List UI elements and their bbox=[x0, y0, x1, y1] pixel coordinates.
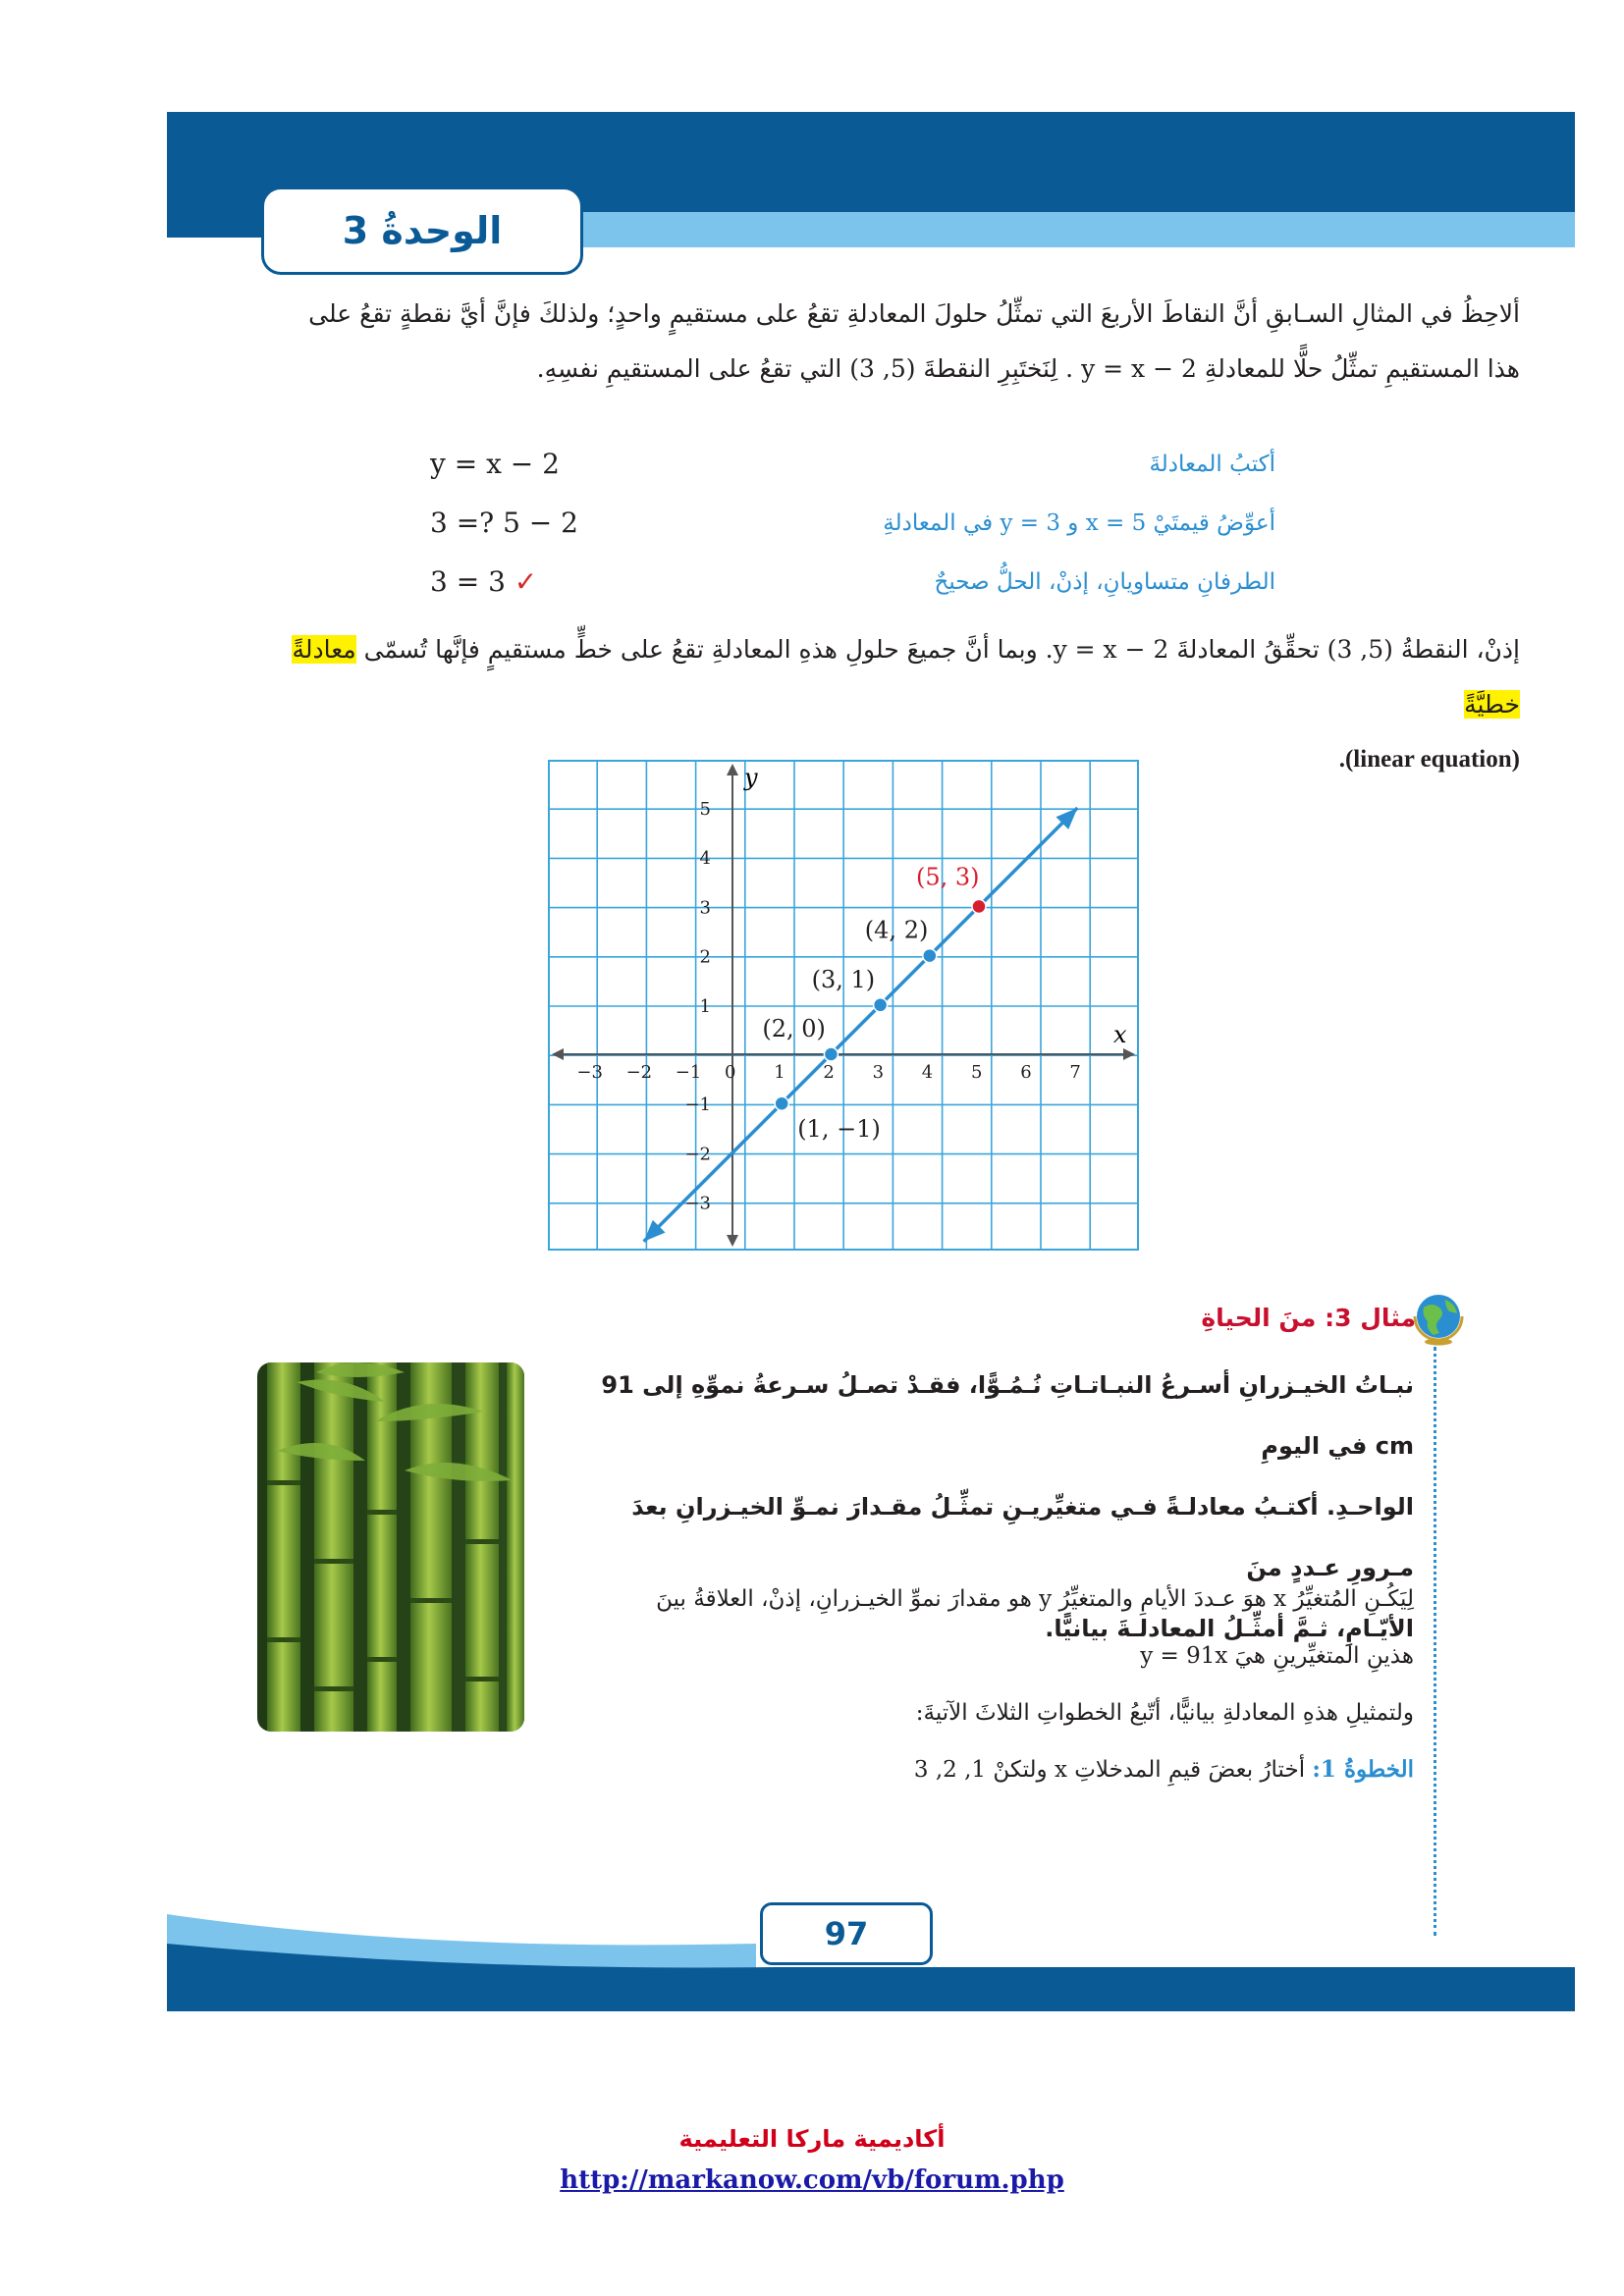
x-tick-label: 5 bbox=[971, 1062, 983, 1083]
y-tick-label: 4 bbox=[699, 848, 711, 870]
step-row bbox=[167, 561, 1575, 611]
x-tick-label: −2 bbox=[625, 1062, 653, 1083]
x-tick-label: 4 bbox=[921, 1062, 934, 1083]
step-row bbox=[167, 444, 1575, 493]
x-tick-label: 6 bbox=[1020, 1062, 1032, 1083]
data-label: (2, 0) bbox=[762, 1015, 826, 1042]
step-label: أعوِّضُ قيمتَيْ x = 5 و y = 3 في المعادلةِ bbox=[883, 510, 1275, 536]
step-label: أكتبُ المعادلةَ bbox=[1149, 452, 1275, 477]
data-point bbox=[824, 1047, 838, 1061]
y-tick-label: 3 bbox=[699, 897, 711, 919]
data-label: (3, 1) bbox=[811, 965, 876, 993]
y-tick-label: −1 bbox=[684, 1095, 711, 1116]
problem-line-3: الأيّـامِ، ثـمَّ أمثِّـلُ المعادلـةَ بيانيًّا. bbox=[1045, 1615, 1414, 1642]
y-tick-label: 2 bbox=[699, 946, 711, 968]
data-point bbox=[923, 949, 937, 963]
y-tick-label: −2 bbox=[684, 1144, 711, 1165]
solution-line-3: ولتمثيلِ هذهِ المعادلةِ بيانيًّا، أتّبعُ الخطواتِ الثلاثَ الآتيةَ: bbox=[915, 1700, 1414, 1726]
data-label: (5, 3) bbox=[916, 863, 980, 891]
x-tick-label: 7 bbox=[1069, 1062, 1081, 1083]
step-label: الطرفانِ متساويانِ، إذنْ، الحلُّ صحيحٌ bbox=[934, 569, 1275, 595]
globe-icon bbox=[1410, 1290, 1467, 1347]
unit-title: الوحدةُ 3 bbox=[261, 187, 583, 275]
problem-line-1: نبـاتُ الخيـزرانِ أسـرعُ النبـاتـاتِ نُـمُـوًّا، فقـدْ تصـلُ سـرعةُ نموِّهِ إلى 91 cm في اليومِ bbox=[601, 1371, 1414, 1460]
step-1-label: الخطوةُ 1: bbox=[1312, 1756, 1414, 1783]
step-row bbox=[167, 503, 1575, 552]
forum-link[interactable]: http://markanow.com/vb/forum.php bbox=[560, 2165, 1064, 2195]
intro-line-1: ألاحِظُ في المثالِ السـابقِ أنَّ النقاطَ الأربعَ التي تمثِّلُ حلولَ المعادلةِ تقعُ على مستقيمٍ واحدٍ؛ ولذلكَ فإنَّ أيَّ نقطةٍ تقعُ على bbox=[308, 299, 1520, 328]
x-tick-label: 2 bbox=[823, 1062, 835, 1083]
textbook-page bbox=[167, 112, 1575, 2011]
x-tick-label: −3 bbox=[576, 1062, 603, 1083]
bamboo-photo bbox=[257, 1362, 524, 1732]
problem-line-2: الواحـدِ. أكتـبُ معادلـةً فـي متغيِّريـنِ تمثِّـلُ مقـدارَ نمـوِّ الخيـزرانِ بعدَ مـرورِ عـددٍ منَ bbox=[631, 1493, 1414, 1581]
y-tick-label: 1 bbox=[699, 995, 711, 1017]
solution-line-1: لِيَكُـنِ المُتغيِّرُ x هوَ عـددَ الأيامِ والمتغيِّرُ y هو مقدارَ نموِّ الخيـزرانِ، إذنْ، العلاقةُ بينَ bbox=[656, 1586, 1414, 1612]
intro-paragraph bbox=[253, 287, 1520, 397]
step-math bbox=[430, 565, 537, 598]
data-point bbox=[972, 899, 986, 913]
y-axis-label: y bbox=[744, 764, 758, 791]
y-tick-label: 5 bbox=[699, 799, 711, 820]
page-number: 97 bbox=[760, 1902, 933, 1965]
x-tick-label: −1 bbox=[675, 1062, 702, 1083]
x-tick-label: 3 bbox=[872, 1062, 885, 1083]
conclusion-text: إذنْ، النقطةُ (5, 3) تحقِّقُ المعادلةَ y = x − 2. وبما أنَّ جميعَ حلولِ هذهِ المعادلةِ تقعُ على خطٍّ مستقيمٍ فإنَّها تُسمّى bbox=[363, 635, 1520, 664]
step-math-text: 3 = 3 bbox=[430, 565, 506, 598]
example-solution bbox=[560, 1571, 1414, 1798]
y-tick-label: −3 bbox=[684, 1193, 711, 1214]
data-point bbox=[874, 998, 888, 1012]
data-label: (1, −1) bbox=[797, 1115, 881, 1144]
academy-name: أكاديمية ماركا التعليمية bbox=[678, 2125, 946, 2153]
step-math: y = x − 2 bbox=[430, 448, 560, 480]
solution-step-1 bbox=[560, 1741, 1414, 1798]
data-label: (4, 2) bbox=[864, 916, 929, 944]
coordinate-graph bbox=[548, 760, 1139, 1251]
header-stripe bbox=[579, 212, 1575, 247]
x-tick-label: 1 bbox=[774, 1062, 785, 1083]
conclusion-line-1 bbox=[253, 622, 1520, 732]
section-divider bbox=[1434, 1347, 1436, 1936]
step-math: 3 =? 5 − 2 bbox=[430, 507, 578, 539]
data-point bbox=[775, 1096, 788, 1110]
example-heading: مثال 3: منَ الحياةِ bbox=[1201, 1304, 1416, 1332]
step-1-text: أختارُ بعضَ قيمِ المدخلاتِ x ولتكنْ 1, 2, 3 bbox=[913, 1757, 1306, 1783]
solution-line-2: هذينِ المتغيِّرينِ هيَ y = 91x bbox=[1140, 1643, 1414, 1669]
intro-line-2: هذا المستقيمِ تمثِّلُ حلًّا للمعادلةِ y = x − 2 . لِنَختَبِرِ النقطةَ (5, 3) التي تقعُ على المستقيمِ نفسِهِ. bbox=[536, 354, 1520, 383]
conclusion-line-2: (linear equation). bbox=[1338, 746, 1520, 773]
x-tick-label: 0 bbox=[725, 1062, 736, 1083]
x-axis-label: x bbox=[1113, 1021, 1127, 1048]
check-icon: ✓ bbox=[514, 565, 538, 598]
highlighted-term: معادلةً خطيَّةً bbox=[292, 635, 1520, 719]
